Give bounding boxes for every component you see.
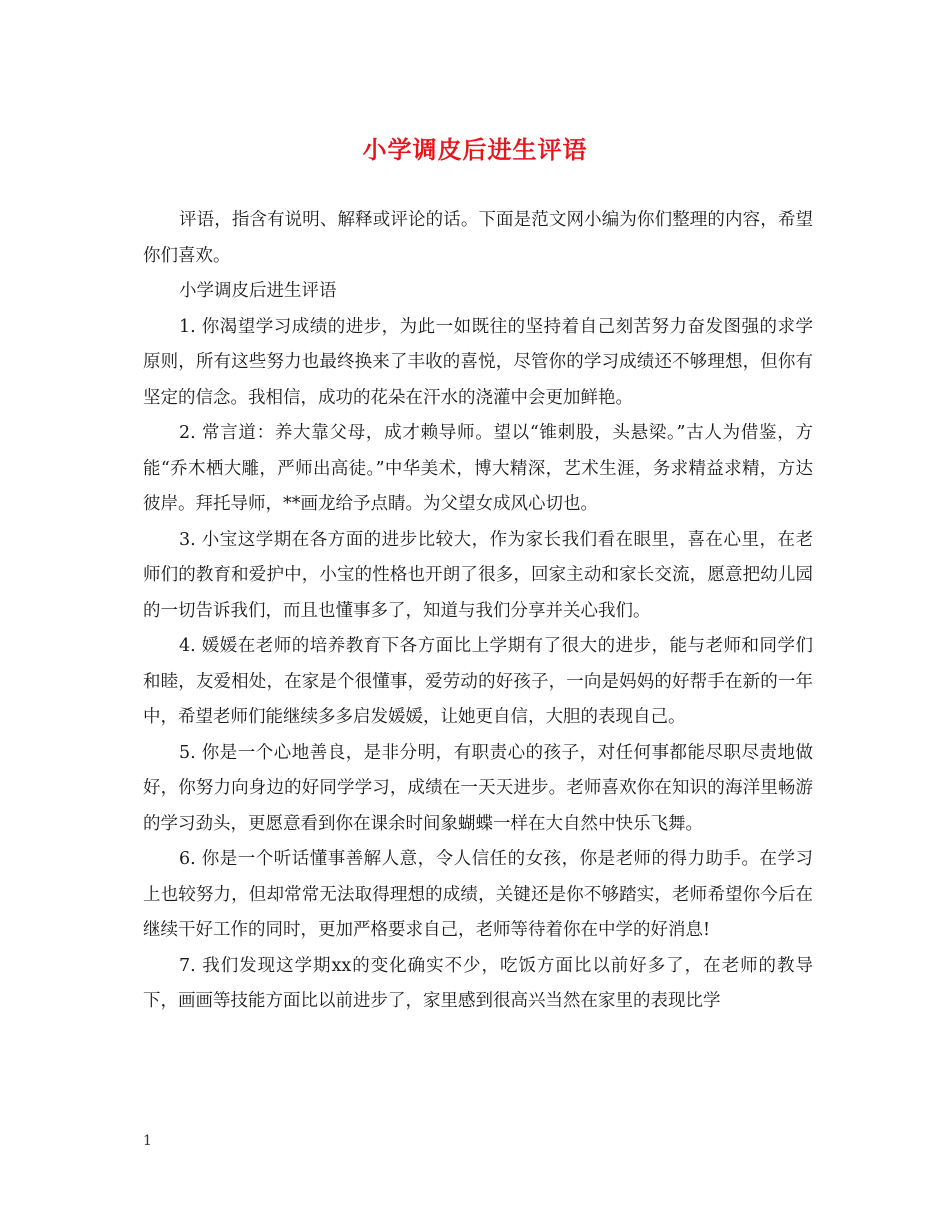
comment-paragraph-7: 7. 我们发现这学期xx的变化确实不少，吃饭方面比以前好多了，在老师的教导下，画画等技能方面比以前进步了，家里感到很高兴当然在家里的表现比学 [143,955,813,1011]
comment-paragraph-1: 1. 你渴望学习成绩的进步，为此一如既往的坚持着自己刻苦努力奋发图强的求学原则，所有这些努力也最终换来了丰收的喜悦，尽管你的学习成绩还不够理想，但你有坚定的信念。我相信，成功的花朵在汗水的浇灌中会更加鲜艳。 [143,316,813,408]
comment-paragraph-2: 2. 常言道：养大靠父母，成才赖导师。望以“锥刺股，头悬梁。”古人为借鉴，方能“乔木栖大雕，严师出高徒。”中华美术，博大精深，艺术生涯，务求精益求精，方达彼岸。拜托导师，**画龙给予点睛。为父望女成风心切也。 [143,423,813,514]
section-heading: 小学调皮后进生评语 [179,281,337,301]
comment-paragraph-5: 5. 你是一个心地善良，是非分明，有职责心的孩子，对任何事都能尽职尽责地做好，你努力向身边的好同学学习，成绩在一天天进步。老师喜欢你在知识的海洋里畅游的学习劲头，更愿意看到你在课余时间象蝴蝶一样在大自然中快乐飞舞。 [143,742,813,834]
comment-paragraph-6: 6. 你是一个听话懂事善解人意，令人信任的女孩，你是老师的得力助手。在学习上也较努力，但却常常无法取得理想的成绩，关键还是你不够踏实，老师希望你今后在继续干好工作的同时，更加严格要求自己，老师等待着你在中学的好消息! [143,849,813,940]
document-body [143,203,813,1020]
page-number: 1 [143,1133,152,1149]
comment-paragraph-4: 4. 媛媛在老师的培养教育下各方面比上学期有了很大的进步，能与老师和同学们和睦，友爱相处，在家是个很懂事，爱劳动的好孩子，一向是妈妈的好帮手在新的一年中，希望老师们能继续多多启发媛媛，让她更自信，大胆的表现自己。 [143,636,813,727]
document-title: 小学调皮后进生评语 [362,135,588,164]
comment-paragraph-3: 3. 小宝这学期在各方面的进步比较大，作为家长我们看在眼里，喜在心里，在老师们的教育和爱护中，小宝的性格也开朗了很多，回家主动和家长交流，愿意把幼儿园的一切告诉我们，而且也懂事多了，知道与我们分享并关心我们。 [143,529,813,621]
intro-paragraph: 评语，指含有说明、解释或评论的话。下面是范文网小编为你们整理的内容，希望你们喜欢。 [143,210,813,266]
